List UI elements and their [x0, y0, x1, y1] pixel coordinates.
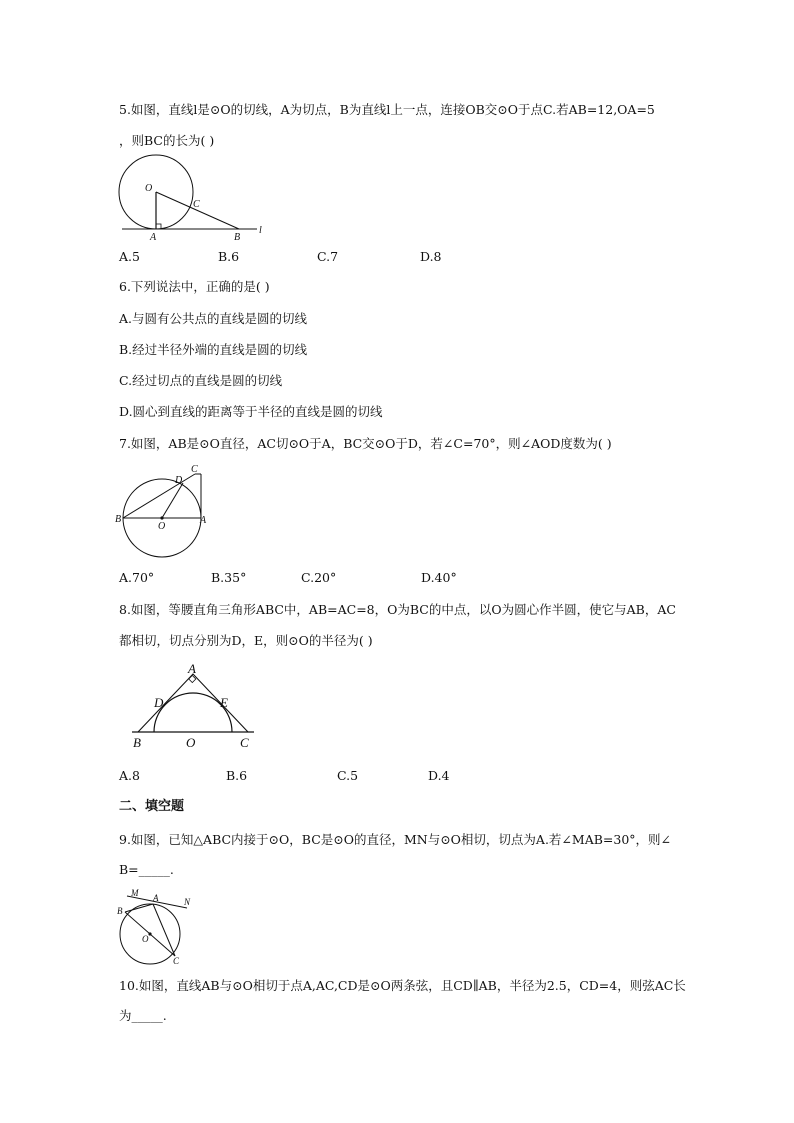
- q5-label-b: B: [234, 232, 241, 243]
- q7-center-dot: [160, 516, 163, 519]
- q8-stem-line1: 8.如图，等腰直角三角形ABC中，AB=AC=8，O为BC的中点，以O为圆心作半圆，使它与AB，AC: [119, 602, 676, 617]
- q8-label-a: A: [188, 661, 196, 676]
- q8-label-d: D: [154, 695, 164, 710]
- q5-segment-ob: [156, 192, 239, 229]
- q7-option-d[interactable]: D.40°: [421, 570, 457, 585]
- q5-option-c[interactable]: C.7: [317, 249, 339, 264]
- q7-option-a[interactable]: A.70°: [119, 570, 155, 585]
- q5-label-o: O: [145, 183, 153, 194]
- q8-figure: [130, 662, 260, 752]
- q5-label-c: C: [193, 199, 200, 210]
- q9-chord-ac: [153, 904, 175, 956]
- q7-option-c[interactable]: C.20°: [301, 570, 337, 585]
- q9-label-m: M: [131, 888, 139, 898]
- q6-choice-a[interactable]: A.与圆有公共点的直线是圆的切线: [119, 311, 308, 326]
- q5-label-l: l: [259, 225, 262, 236]
- q6-choice-b[interactable]: B.经过半径外端的直线是圆的切线: [119, 342, 308, 357]
- q7-label-o: O: [158, 521, 166, 532]
- q9-label-b: B: [117, 906, 123, 916]
- q7-label-c: C: [191, 464, 198, 475]
- q8-label-c: C: [240, 735, 249, 750]
- q8-option-c[interactable]: C.5: [337, 768, 359, 783]
- q7-label-a: A: [200, 515, 207, 526]
- q10-stem-line1: 10.如图，直线AB与⊙O相切于点A,AC,CD是⊙O两条弦，且CD∥AB，半径为2.5，CD=4，则弦AC长: [119, 978, 686, 993]
- q5-option-d[interactable]: D.8: [420, 249, 442, 264]
- q6-choice-d[interactable]: D.圆心到直线的距离等于半径的直线是圆的切线: [119, 404, 383, 419]
- q5-option-b[interactable]: B.6: [218, 249, 240, 264]
- q8-option-b[interactable]: B.6: [226, 768, 248, 783]
- q5-stem-line2: ，则BC的长为( ): [119, 133, 215, 148]
- q10-stem-line2: 为_____.: [119, 1008, 167, 1023]
- q5-right-angle-mark: [156, 224, 161, 229]
- q8-stem-line2: 都相切，切点分别为D，E，则⊙O的半径为( ): [119, 633, 373, 648]
- q8-label-e: E: [220, 695, 228, 710]
- q9-chord-ab: [125, 904, 153, 912]
- q8-option-d[interactable]: D.4: [428, 768, 450, 783]
- section-heading-fill-blank: 二、填空题: [119, 799, 185, 814]
- q8-label-b: B: [133, 735, 141, 750]
- q9-center-dot: [148, 932, 151, 935]
- q9-label-o: O: [142, 934, 149, 944]
- q8-label-o: O: [186, 735, 196, 750]
- q7-stem: 7.如图，AB是⊙O直径，AC切⊙O于A，BC交⊙O于D，若∠C=70°，则∠AOD度数为( ): [119, 436, 612, 451]
- q7-label-d: D: [175, 475, 183, 486]
- q9-label-n: N: [184, 897, 191, 907]
- q9-figure: [115, 884, 195, 964]
- q7-segment-bc: [123, 474, 195, 518]
- q7-label-b: B: [115, 514, 122, 525]
- q8-option-a[interactable]: A.8: [119, 768, 140, 783]
- q5-figure: [112, 152, 272, 244]
- q9-label-a: A: [153, 893, 159, 903]
- q5-option-a[interactable]: A.5: [119, 249, 140, 264]
- q6-choice-c[interactable]: C.经过切点的直线是圆的切线: [119, 373, 283, 388]
- q5-stem-line1: 5.如图，直线l是⊙O的切线，A为切点，B为直线l上一点，连接OB交⊙O于点C.若AB=12,OA=5: [119, 102, 655, 117]
- q6-stem: 6.下列说法中，正确的是( ): [119, 279, 270, 294]
- q9-stem-line2: B=_____.: [119, 862, 174, 877]
- q9-stem-line1: 9.如图，已知△ABC内接于⊙O，BC是⊙O的直径，MN与⊙O相切，切点为A.若∠MAB=30°，则∠: [119, 832, 672, 847]
- q7-option-b[interactable]: B.35°: [211, 570, 247, 585]
- q5-label-a: A: [150, 232, 157, 243]
- q7-figure: [115, 463, 215, 558]
- q9-label-c: C: [173, 956, 180, 966]
